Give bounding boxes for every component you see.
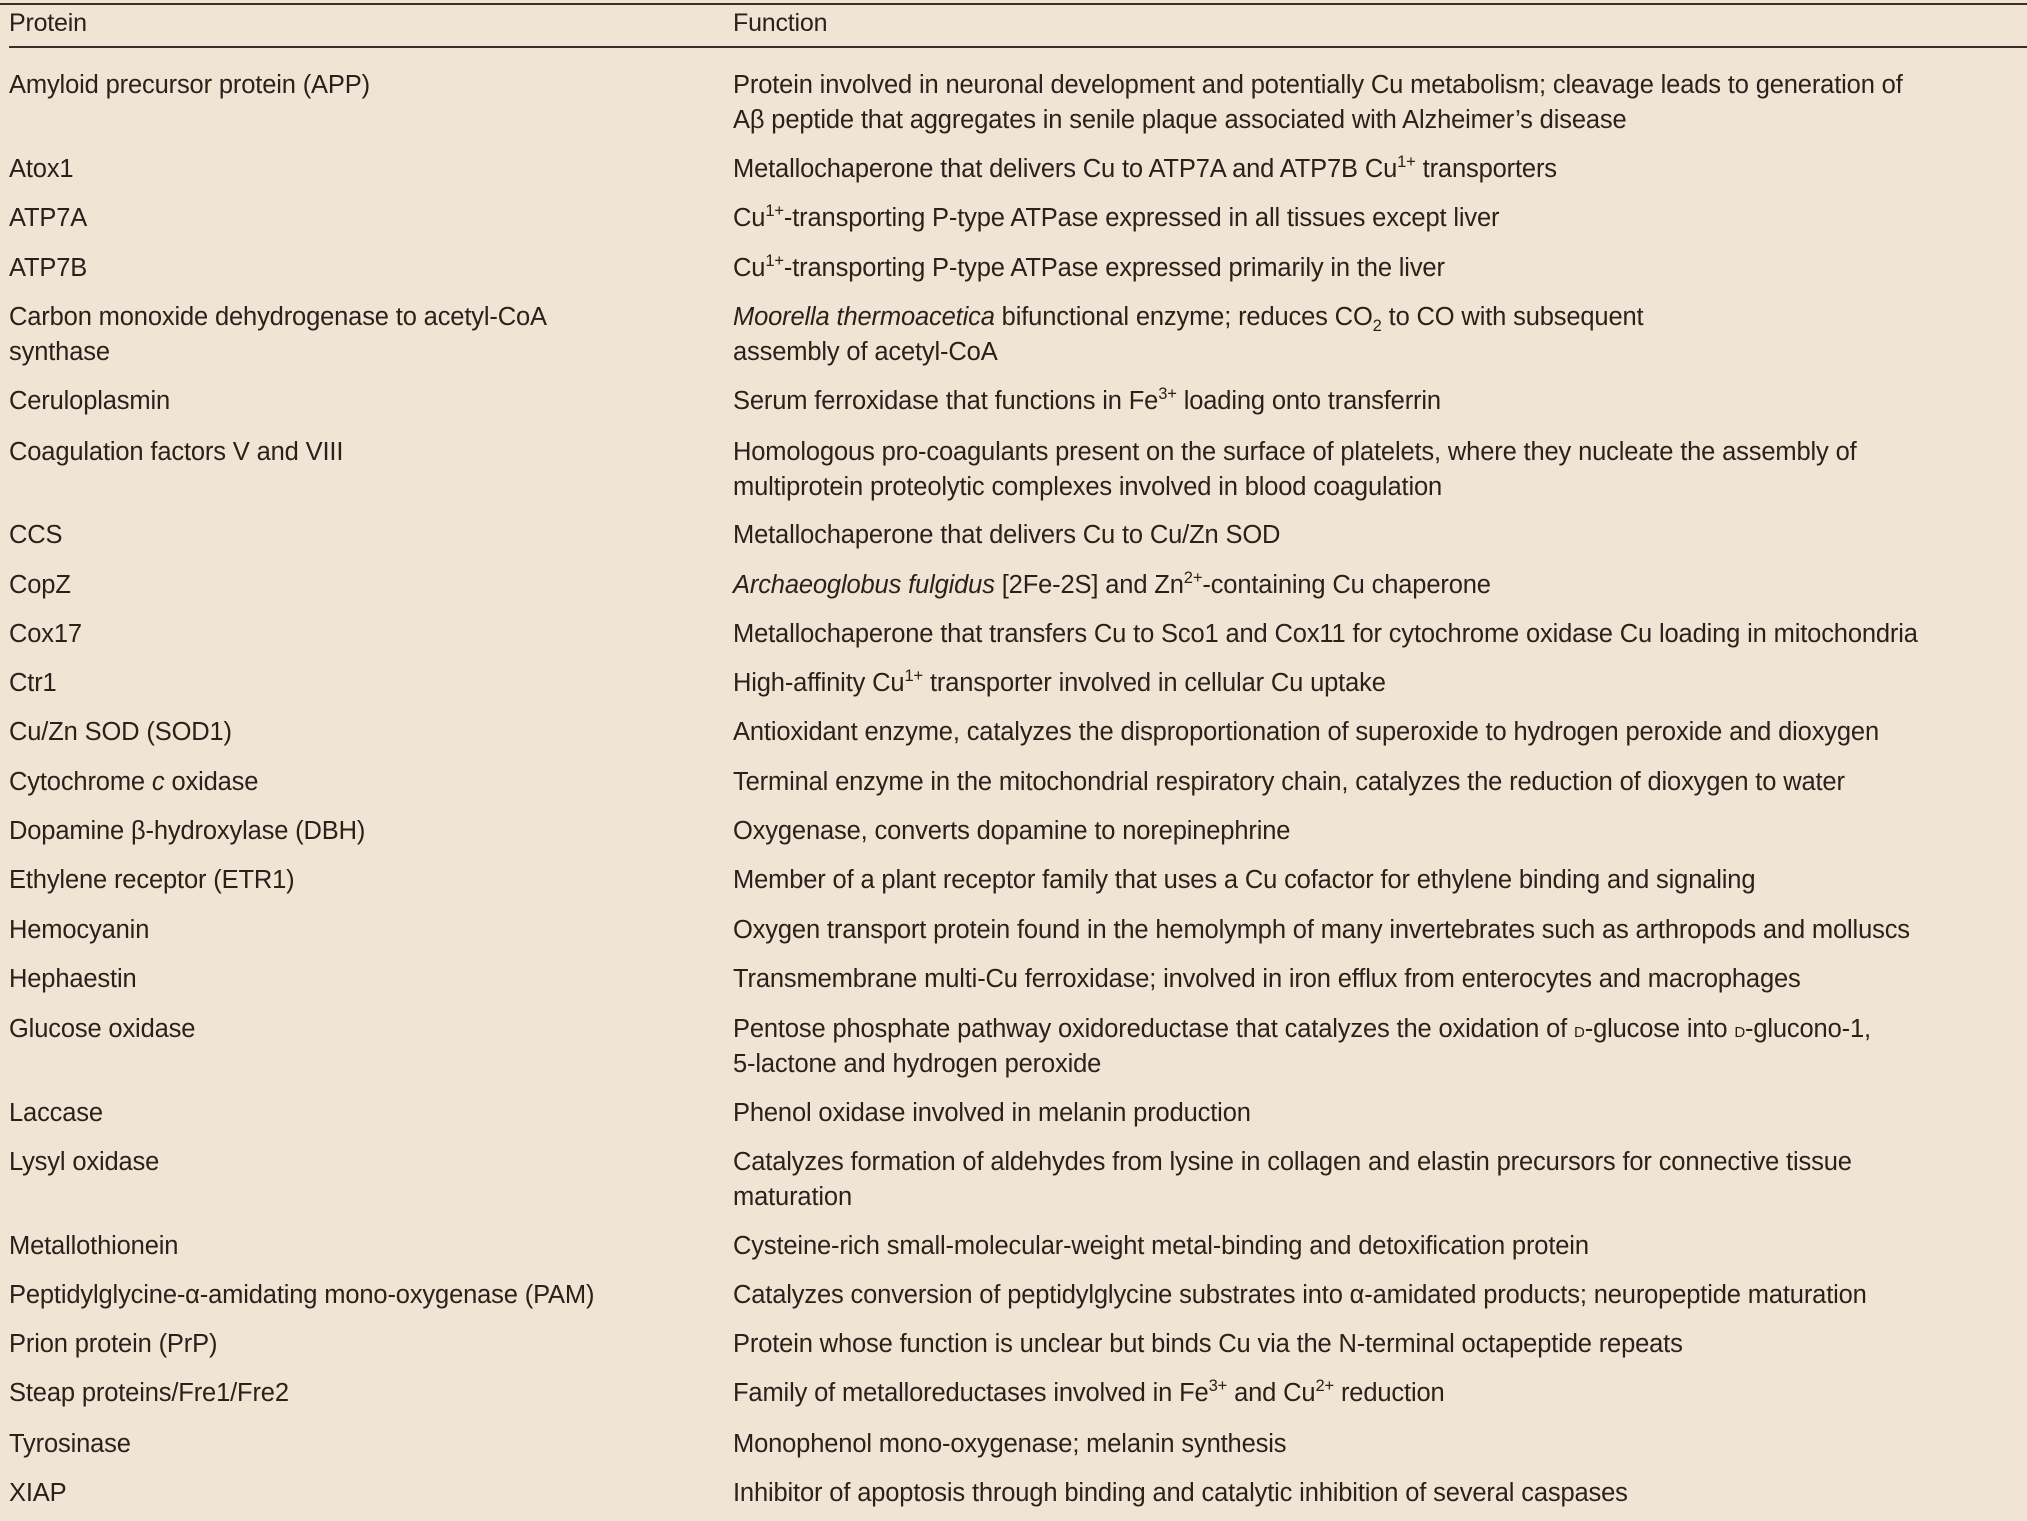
- function-cell: Protein involved in neuronal development and potentially Cu metabolism; cleavage leads to generation of Aβ peptide that aggregates in senile plaque associated with Alzheimer’s disease: [733, 71, 1903, 134]
- protein-cell: Glucose oxidase: [9, 1015, 196, 1043]
- function-cell: Homologous pro-coagulants present on the surface of platelets, where they nucleate the assembly of multiprotein proteolytic complexes involved in blood coagulation: [733, 438, 1857, 501]
- function-cell: Metallochaperone that delivers Cu to Cu/Zn SOD: [733, 521, 1281, 549]
- protein-cell: Cytochrome c oxidase: [9, 768, 259, 796]
- protein-cell: CopZ: [9, 571, 71, 599]
- protein-cell: Peptidylglycine-α-amidating mono-oxygenase (PAM): [9, 1281, 595, 1309]
- protein-cell: Steap proteins/Fre1/Fre2: [9, 1379, 289, 1407]
- protein-cell: Hephaestin: [9, 965, 137, 993]
- protein-cell: Dopamine β-hydroxylase (DBH): [9, 817, 366, 845]
- function-cell: Oxygenase, converts dopamine to norepinephrine: [733, 817, 1291, 845]
- function-cell: Transmembrane multi-Cu ferroxidase; involved in iron efflux from enterocytes and macrophages: [733, 965, 1801, 993]
- function-cell: High-affinity $Cu^{1+}$ transporter involved in cellular Cu uptake: [733, 666, 1386, 697]
- protein-cell: Lysyl oxidase: [9, 1148, 160, 1176]
- protein-cell: Cu/Zn SOD (SOD1): [9, 718, 232, 746]
- function-cell: $Cu^{1+}$-transporting P-type ATPase expressed in all tissues except liver: [733, 201, 1500, 232]
- function-cell: Monophenol mono-oxygenase; melanin synthesis: [733, 1430, 1287, 1458]
- function-cell: Protein whose function is unclear but binds Cu via the N-terminal octapeptide repeats: [733, 1330, 1683, 1358]
- function-cell: Cysteine-rich small-molecular-weight metal-binding and detoxification protein: [733, 1232, 1589, 1260]
- function-cell: Member of a plant receptor family that uses a Cu cofactor for ethylene binding and signaling: [733, 866, 1756, 894]
- protein-cell: Metallothionein: [9, 1232, 179, 1260]
- protein-cell: Laccase: [9, 1099, 103, 1127]
- protein-cell: Ethylene receptor (ETR1): [9, 866, 295, 894]
- column-header-function: Function: [733, 9, 828, 37]
- function-cell: Catalyzes conversion of peptidylglycine substrates into α-amidated products; neuropeptide maturation: [733, 1281, 1867, 1309]
- function-cell: Metallochaperone that transfers Cu to Sco1 and Cox11 for cytochrome oxidase Cu loading in mitochondria: [733, 620, 1918, 648]
- column-header-protein: Protein: [9, 9, 87, 37]
- function-cell: Inhibitor of apoptosis through binding and catalytic inhibition of several caspases: [733, 1479, 1628, 1507]
- protein-cell: Hemocyanin: [9, 916, 150, 944]
- table-top-rule: [0, 3, 2027, 5]
- protein-cell: Ctr1: [9, 669, 57, 697]
- function-cell: Archaeoglobus fulgidus [2Fe-2S] and $Zn^{2+}$-containing Cu chaperone: [733, 568, 1491, 599]
- function-cell: Serum ferroxidase that functions in $Fe^{3+}$ loading onto transferrin: [733, 384, 1441, 415]
- function-cell: Antioxidant enzyme, catalyzes the disproportionation of superoxide to hydrogen peroxide and dioxygen: [733, 718, 1879, 746]
- header-rule: [9, 46, 2027, 48]
- protein-cell: Ceruloplasmin: [9, 387, 171, 415]
- protein-cell: ATP7A: [9, 204, 88, 232]
- function-cell: Terminal enzyme in the mitochondrial respiratory chain, catalyzes the reduction of dioxygen to water: [733, 768, 1845, 796]
- protein-cell: Atox1: [9, 155, 74, 183]
- function-cell: Moorella thermoacetica bifunctional enzyme; reduces $CO_2$ to CO with subsequent assembly of acetyl-CoA: [733, 303, 1644, 366]
- function-cell: Oxygen transport protein found in the hemolymph of many invertebrates such as arthropods and molluscs: [733, 916, 1910, 944]
- function-cell: $Cu^{1+}$-transporting P-type ATPase expressed primarily in the liver: [733, 251, 1445, 282]
- protein-cell: Amyloid precursor protein (APP): [9, 71, 370, 99]
- function-cell: Catalyzes formation of aldehydes from lysine in collagen and elastin precursors for connective tissue maturation: [733, 1148, 1852, 1211]
- protein-cell: Cox17: [9, 620, 82, 648]
- protein-cell: CCS: [9, 521, 63, 549]
- protein-cell: ATP7B: [9, 254, 88, 282]
- protein-cell: Prion protein (PrP): [9, 1330, 218, 1358]
- protein-cell: XIAP: [9, 1479, 67, 1507]
- function-cell: Pentose phosphate pathway oxidoreductase that catalyzes the oxidation of d-glucose into d-glucono-1, 5-lactone and hydrogen peroxide: [733, 1015, 1871, 1078]
- protein-cell: Coagulation factors V and VIII: [9, 438, 344, 466]
- protein-cell: Carbon monoxide dehydrogenase to acetyl-CoA synthase: [9, 303, 547, 366]
- function-cell: Family of metalloreductases involved in $Fe^{3+}$ and $Cu^{2+}$ reduction: [733, 1376, 1445, 1407]
- function-cell: Phenol oxidase involved in melanin production: [733, 1099, 1251, 1127]
- protein-cell: Tyrosinase: [9, 1430, 131, 1458]
- function-cell: Metallochaperone that delivers Cu to ATP7A and ATP7B $Cu^{1+}$ transporters: [733, 152, 1557, 183]
